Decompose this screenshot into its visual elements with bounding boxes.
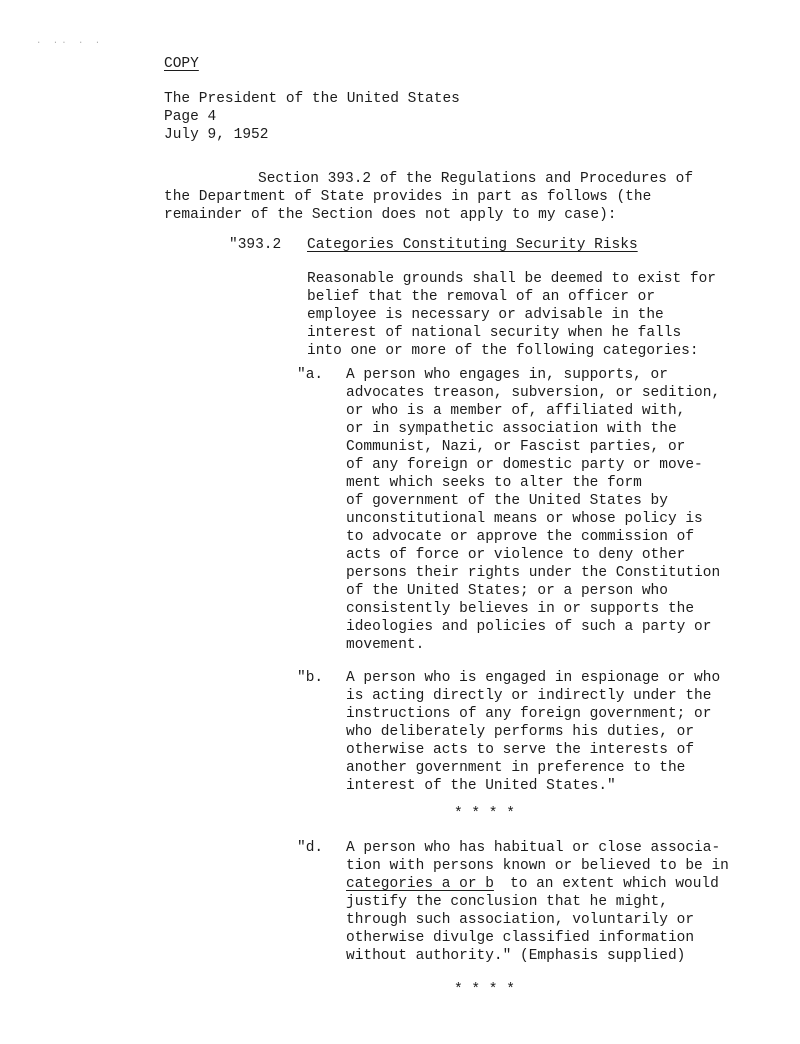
item-b-line: otherwise acts to serve the interests of [346, 742, 695, 758]
separator-stars: * * * * [454, 806, 515, 822]
intro-line: Section 393.2 of the Regulations and Procedures of [258, 171, 694, 187]
intro-line: remainder of the Section does not apply to my case): [164, 207, 617, 223]
item-marker-d: "d. [297, 840, 324, 856]
item-d-line: otherwise divulge classified information [346, 930, 695, 946]
intro-line: the Department of State provides in part as follows (the [164, 189, 652, 205]
item-a-line: ideologies and policies of such a party or [346, 619, 712, 635]
item-a-line: consistently believes in or supports the [346, 601, 695, 617]
item-a-line: A person who engages in, supports, or [346, 367, 668, 383]
item-a-line: ment which seeks to alter the form [346, 475, 642, 491]
addressee: The President of the United States [164, 91, 460, 107]
item-a-line: of government of the United States by [346, 493, 668, 509]
preamble-line: interest of national security when he falls [307, 325, 682, 341]
item-a-line: advocates treason, subversion, or sedition, [346, 385, 721, 401]
preamble-line: Reasonable grounds shall be deemed to exist for [307, 271, 716, 287]
item-b-line: instructions of any foreign government; or [346, 706, 712, 722]
item-b-line: is acting directly or indirectly under the [346, 688, 712, 704]
preamble-line: belief that the removal of an officer or [307, 289, 656, 305]
item-a-line: unconstitutional means or whose policy is [346, 511, 703, 527]
item-b-line: another government in preference to the [346, 760, 686, 776]
item-d-line: tion with persons known or believed to be in [346, 858, 729, 874]
item-a-line: or who is a member of, affiliated with, [346, 403, 686, 419]
item-a-line: acts of force or violence to deny other [346, 547, 686, 563]
item-a-line: of any foreign or domestic party or move- [346, 457, 703, 473]
item-b-line: who deliberately performs his duties, or [346, 724, 695, 740]
item-d-line: through such association, voluntarily or [346, 912, 695, 928]
item-d-line: to an extent which would [510, 876, 719, 892]
item-a-line: persons their rights under the Constitution [346, 565, 721, 581]
preamble-line: employee is necessary or advisable in the [307, 307, 664, 323]
emphasized-phrase: categories a or b [346, 876, 494, 892]
item-marker-b: "b. [297, 670, 324, 686]
separator-stars: * * * * [454, 982, 515, 998]
item-d-line: without authority." (Emphasis supplied) [346, 948, 686, 964]
page-number: Page 4 [164, 109, 217, 125]
item-marker-a: "a. [297, 367, 324, 383]
item-a-line: to advocate or approve the commission of [346, 529, 695, 545]
item-a-line: or in sympathetic association with the [346, 421, 677, 437]
section-title: Categories Constituting Security Risks [307, 237, 638, 253]
item-d-line: justify the conclusion that he might, [346, 894, 668, 910]
item-b-line: interest of the United States." [346, 778, 616, 794]
item-d-line: A person who has habitual or close associa- [346, 840, 721, 856]
margin-specks: · ·· · · [36, 38, 104, 48]
copy-label: COPY [164, 56, 199, 72]
item-b-line: A person who is engaged in espionage or who [346, 670, 721, 686]
section-number: "393.2 [229, 237, 282, 253]
item-a-line: of the United States; or a person who [346, 583, 668, 599]
item-a-line: Communist, Nazi, or Fascist parties, or [346, 439, 686, 455]
letter-date: July 9, 1952 [164, 127, 269, 143]
item-a-line: movement. [346, 637, 425, 653]
preamble-line: into one or more of the following categories: [307, 343, 699, 359]
